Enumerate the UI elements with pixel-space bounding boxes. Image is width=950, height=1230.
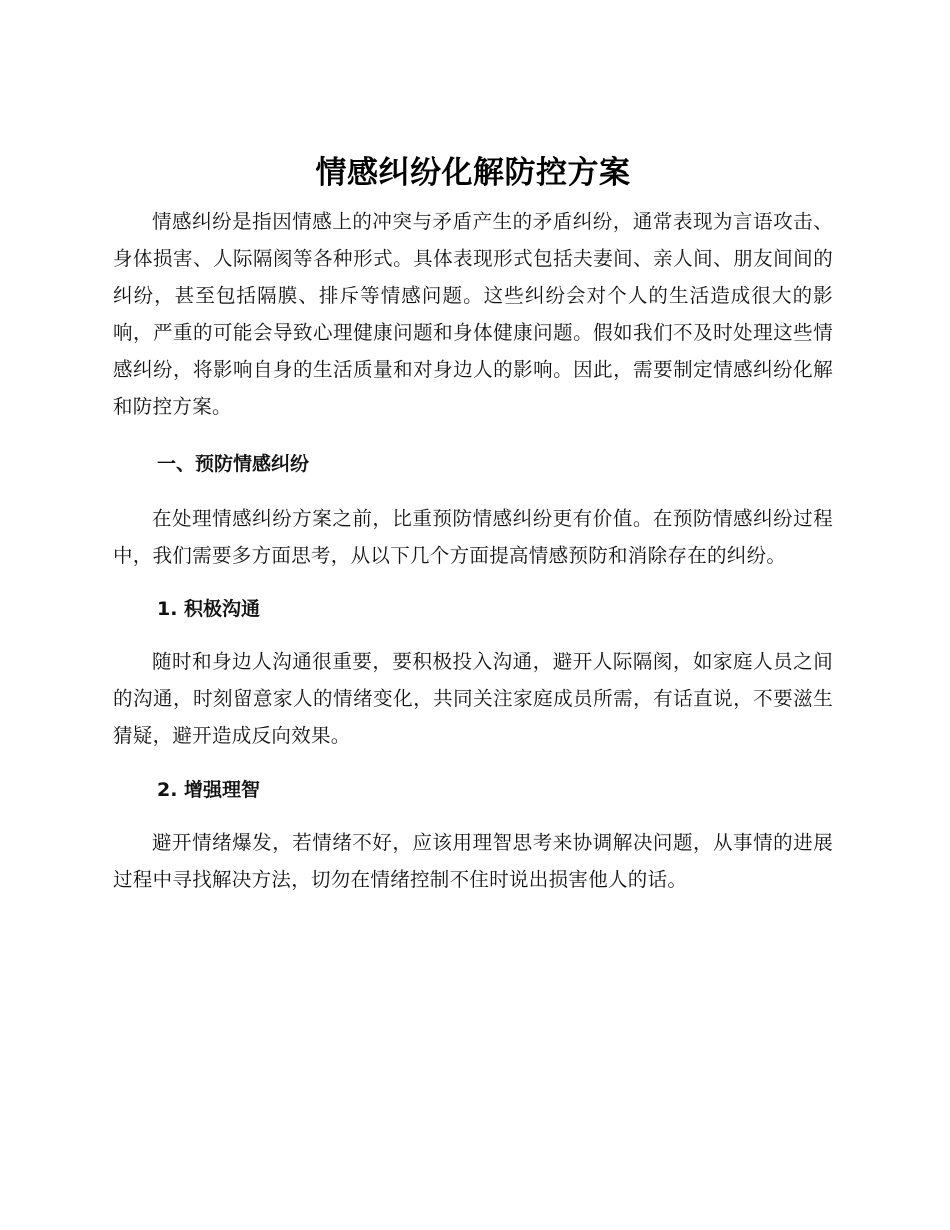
section-paragraph-enhance-reason: 避开情绪爆发，若情绪不好，应该用理智思考来协调解决问题，从事情的进展过程中寻找解决方法，切勿在情绪控制不住时说出损害他人的话。 — [113, 831, 833, 891]
document-body — [113, 150, 833, 898]
intro-paragraph: 情感纠纷是指因情感上的冲突与矛盾产生的矛盾纠纷，通常表现为言语攻击、身体损害、人际隔阂等各种形式。具体表现形式包括夫妻间、亲人间、朋友间间的纠纷，甚至包括隔膜、排斥等情感问题。这些纠纷会对个人的生活造成很大的影响，严重的可能会导致心理健康问题和身体健康问题。假如我们不及时处理这些情感纠纷，将影响自身的生活质量和对身边人的影响。因此，需要制定情感纠纷化解和防控方案。 — [113, 210, 833, 418]
section-heading-active-communication: 1. 积极沟通 — [157, 598, 261, 620]
section-paragraph-prevent-disputes: 在处理情感纠纷方案之前，比重预防情感纠纷更有价值。在预防情感纠纷过程中，我们需要多方面思考，从以下几个方面提高情感预防和消除存在的纠纷。 — [113, 507, 833, 567]
document-title: 情感纠纷化解防控方案 — [315, 155, 631, 191]
section-heading-prevent-disputes: 一、预防情感纠纷 — [157, 453, 310, 475]
section-heading-enhance-reason: 2. 增强理智 — [157, 779, 261, 801]
section-paragraph-active-communication: 随时和身边人沟通很重要，要积极投入沟通，避开人际隔阂，如家庭人员之间的沟通，时刻留意家人的情绪变化，共同关注家庭成员所需，有话直说，不要滋生猜疑，避开造成反向效果。 — [113, 650, 833, 747]
